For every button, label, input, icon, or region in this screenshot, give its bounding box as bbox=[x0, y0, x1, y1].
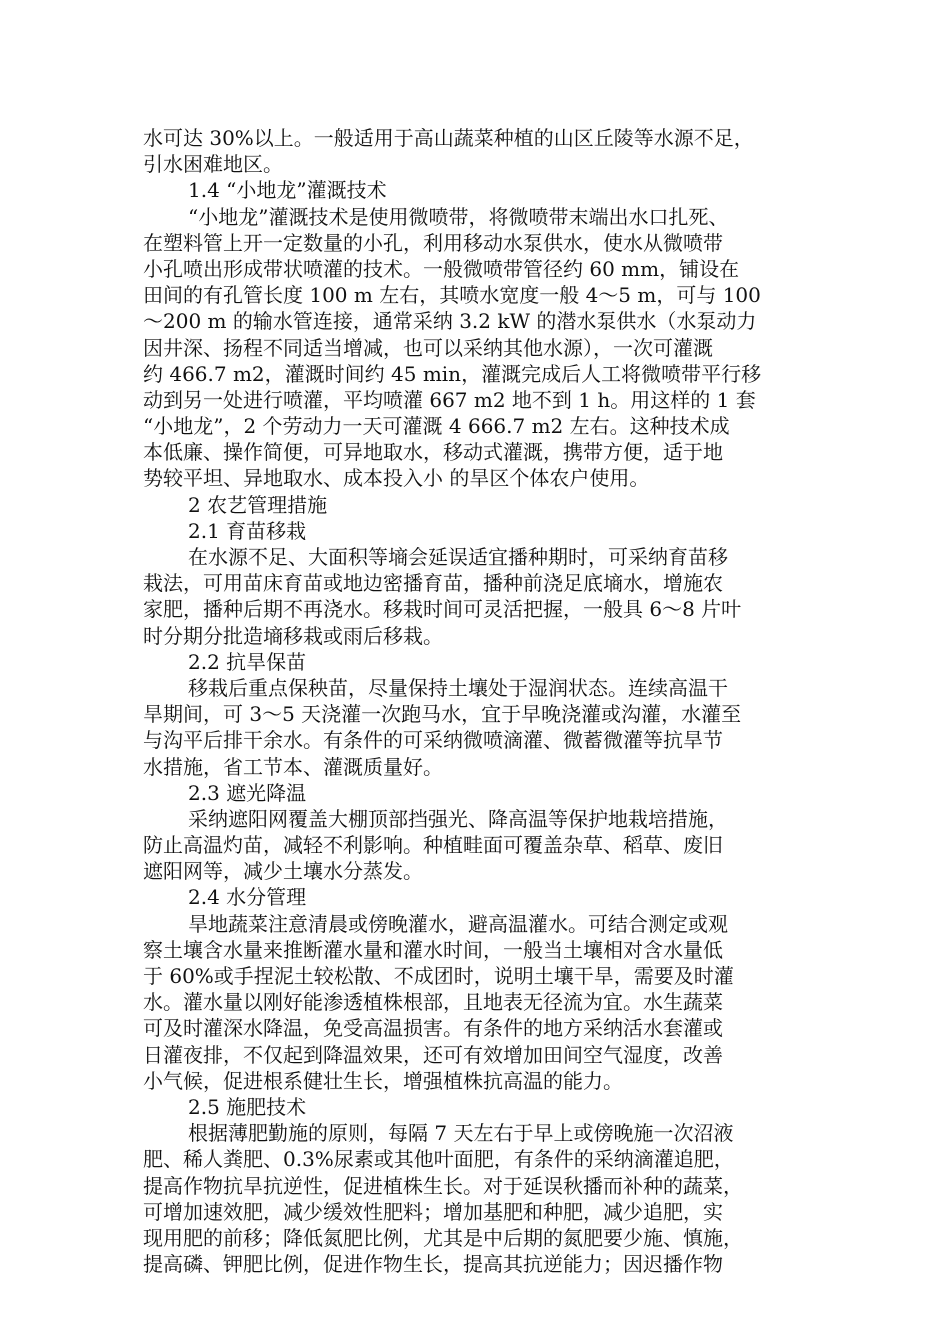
text-line: 可及时灌深水降温，免受高温损害。有条件的地方采纳活水套灌或 bbox=[143, 1016, 723, 1041]
text-line: 田间的有孔管长度 100 m 左右，其喷水宽度一般 4～5 m，可与 100 bbox=[143, 283, 761, 308]
text-line: 采纳遮阳网覆盖大棚顶部挡强光、降高温等保护地栽培措施， bbox=[188, 806, 728, 831]
text-line: 水可达 30%以上。一般适用于高山蔬菜种植的山区丘陵等水源不足， bbox=[143, 126, 754, 150]
text-line: 1.4 “小地龙”灌溉技术 bbox=[188, 178, 387, 203]
text-line: 在水源不足、大面积等墒会延误适宜播种期时，可采纳育苗移 bbox=[188, 545, 728, 569]
text-line: 提高作物抗旱抗逆性，促进植株生长。对于延误秋播而补种的蔬菜， bbox=[143, 1173, 743, 1198]
text-line: 因井深、扬程不同适当增减，也可以采纳其他水源），一次可灌溉 bbox=[143, 335, 713, 360]
text-line: 时分期分批造墒移栽或雨后移栽。 bbox=[143, 623, 443, 648]
text-line: ～200 m 的输水管连接，通常采纳 3.2 kW 的潜水泵供水（水泵动力 bbox=[143, 309, 757, 334]
text-line: 旱期间，可 3～5 天浇灌一次跑马水，宜于早晚浇灌或沟灌，水灌至 bbox=[143, 702, 742, 727]
text-line: 势较平坦、异地取水、成本投入小 的旱区个体农户使用。 bbox=[143, 466, 650, 491]
text-line: 在塑料管上开一定数量的小孔，利用移动水泵供水，使水从微喷带 bbox=[143, 230, 723, 255]
text-line: 小孔喷出形成带状喷灌的技术。一般微喷带管径约 60 mm，铺设在 bbox=[143, 256, 740, 281]
text-line: 水措施，省工节本、灌溉质量好。 bbox=[143, 754, 443, 779]
text-line: 约 466.7 m2，灌溉时间约 45 min，灌溉完成后人工将微喷带平行移 bbox=[143, 361, 762, 386]
text-line: 与沟平后排干余水。有条件的可采纳微喷滴灌、微蓄微灌等抗旱节 bbox=[143, 728, 723, 753]
text-line: 肥、稀人粪肥、0.3%尿素或其他叶面肥，有条件的采纳滴灌追肥， bbox=[143, 1147, 734, 1172]
text-line: 2.1 育苗移栽 bbox=[188, 518, 307, 543]
text-line: “小地龙”，2 个劳动力一天可灌溉 4 666.7 m2 左右。这种技术成 bbox=[143, 414, 730, 439]
document-body bbox=[143, 125, 813, 1277]
text-line: 提高磷、钾肥比例，促进作物生长，提高其抗逆能力；因迟播作物 bbox=[143, 1252, 723, 1277]
text-line: 2 农艺管理措施 bbox=[188, 492, 328, 517]
text-line: 根据薄肥勤施的原则，每隔 7 天左右于早上或傍晚施一次沼液 bbox=[188, 1121, 734, 1146]
text-line: 察土壤含水量来推断灌水量和灌水时间，一般当土壤相对含水量低 bbox=[143, 937, 723, 962]
text-line: 引水困难地区。 bbox=[143, 152, 283, 177]
text-line: 防止高温灼苗，减轻不利影响。种植畦面可覆盖杂草、稻草、废旧 bbox=[143, 833, 723, 858]
text-line: 小气候，促进根系健壮生长，增强植株抗高温的能力。 bbox=[143, 1068, 623, 1093]
text-line: 2.3 遮光降温 bbox=[188, 780, 307, 805]
text-line: 2.2 抗旱保苗 bbox=[188, 649, 307, 674]
text-line: 日灌夜排，不仅起到降温效果，还可有效增加田间空气湿度，改善 bbox=[143, 1042, 723, 1067]
text-line: “小地龙”灌溉技术是使用微喷带，将微喷带末端出水口扎死、 bbox=[188, 204, 729, 229]
text-line: 水。灌水量以刚好能渗透植株根部，且地表无径流为宜。水生蔬菜 bbox=[143, 990, 723, 1015]
text-line: 于 60%或手捏泥土较松散、不成团时，说明土壤干旱，需要及时灌 bbox=[143, 964, 734, 988]
text-line: 现用肥的前移；降低氮肥比例，尤其是中后期的氮肥要少施、慎施， bbox=[143, 1225, 743, 1250]
text-line: 可增加速效肥，减少缓效性肥料；增加基肥和种肥，减少追肥，实 bbox=[143, 1199, 723, 1224]
text-line: 家肥，播种后期不再浇水。移栽时间可灵活把握，一般具 6～8 片叶 bbox=[143, 597, 742, 622]
text-line: 遮阳网等，减少土壤水分蒸发。 bbox=[143, 859, 423, 884]
text-line: 旱地蔬菜注意清晨或傍晚灌水，避高温灌水。可结合测定或观 bbox=[188, 911, 728, 936]
text-line: 移栽后重点保秧苗，尽量保持土壤处于湿润状态。连续高温干 bbox=[188, 675, 728, 700]
text-line: 动到另一处进行喷灌，平均喷灌 667 m2 地不到 1 h。用这样的 1 套 bbox=[143, 387, 756, 412]
text-line: 本低廉、操作简便，可异地取水，移动式灌溉，携带方便，适于地 bbox=[143, 440, 723, 465]
text-line: 2.5 施肥技术 bbox=[188, 1094, 307, 1119]
text-line: 2.4 水分管理 bbox=[188, 885, 307, 910]
text-line: 栽法，可用苗床育苗或地边密播育苗，播种前浇足底墒水，增施农 bbox=[143, 571, 723, 596]
